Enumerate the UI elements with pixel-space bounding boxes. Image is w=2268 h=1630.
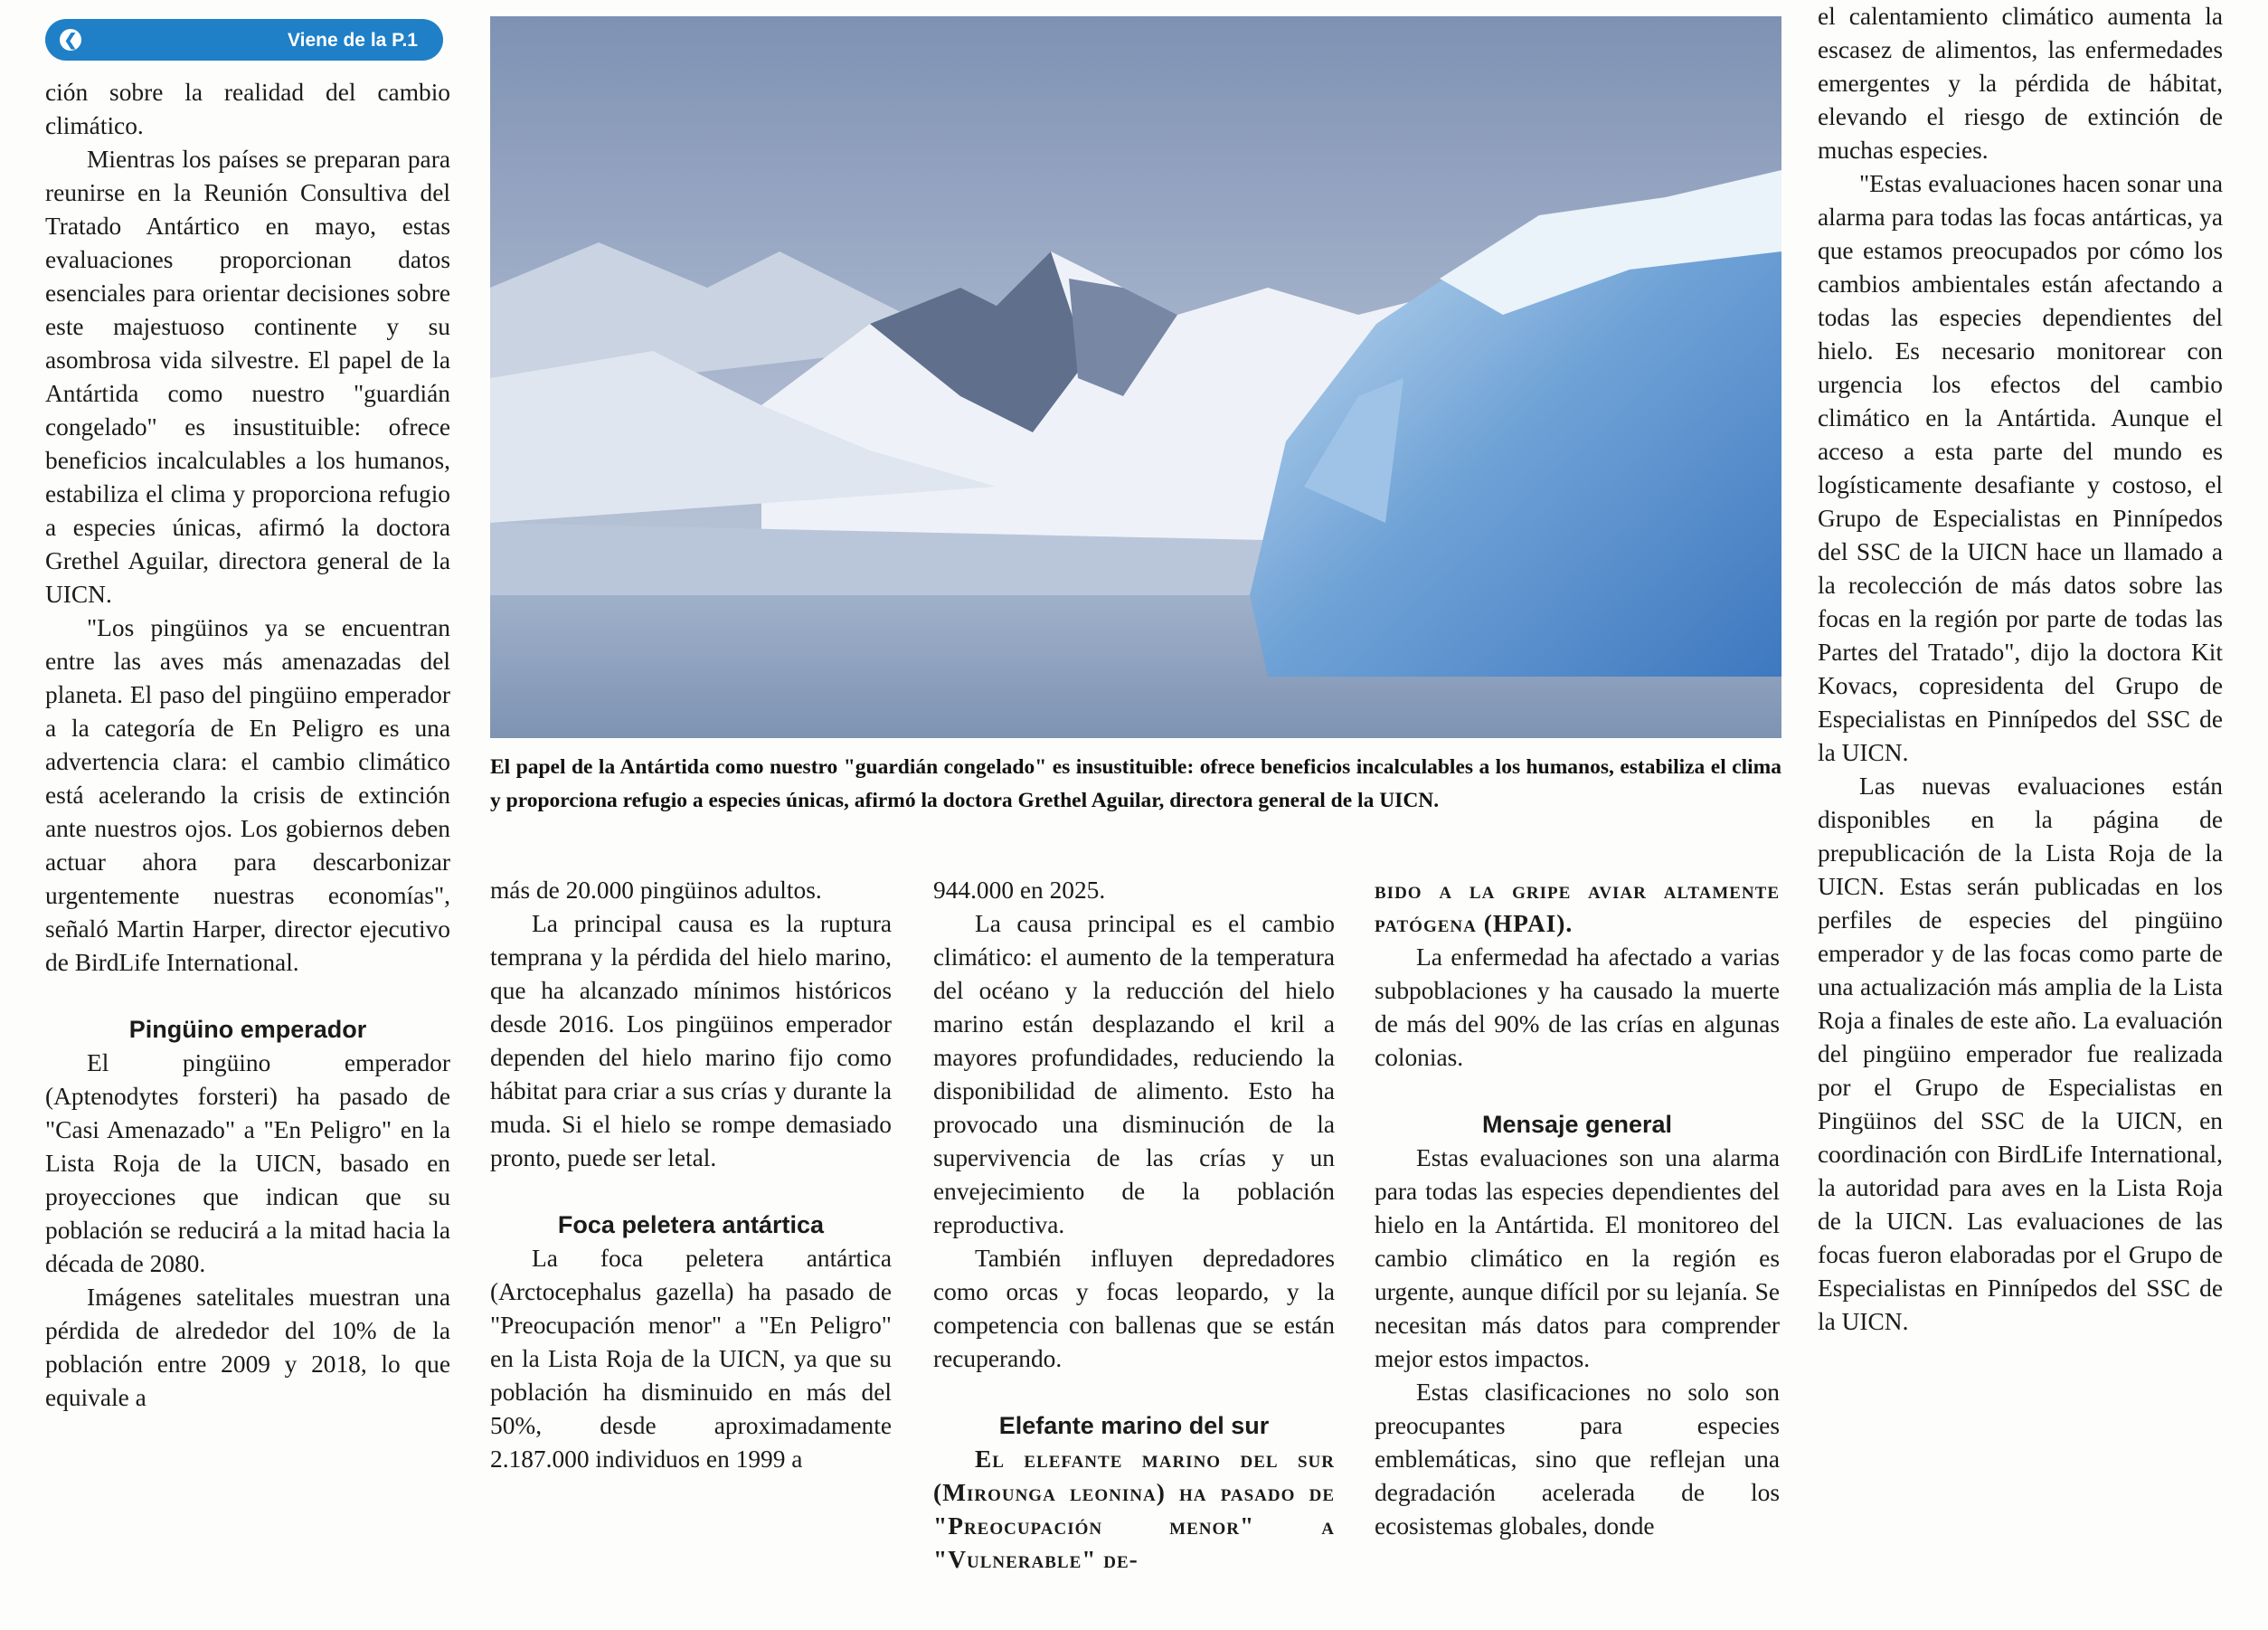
paragraph: ción sobre la realidad del cambio climático. xyxy=(45,79,450,139)
paragraph: Mientras los países se preparan para reunirse en la Reunión Consultiva del Tratado Antártico en mayo, estas evaluaciones proporcionan datos esenciales para orientar decisiones sobre este majestuoso continente y su asombrosa vida silvestre. El papel de la Antártida como nuestro "guardián congelado" es insustituible: ofrece beneficios incalculables a los humanos, estabiliza el clima y proporciona refugio a especies únicas, afirmó la doctora Grethel Aguilar, directora general de la UICN. xyxy=(45,146,450,608)
paragraph: Estas clasificaciones no solo son preocupantes para especies emblemáticas, sino que reflejan una degradación acelerada de los ecosistemas globales, donde xyxy=(1375,1379,1780,1540)
photo-caption: El papel de la Antártida como nuestro "guardián congelado" es insustituible: ofrece beneficios incalculables a los humanos, estabiliza el clima y proporciona refugio a especies únicas, afirmó la doctora Grethel Aguilar, directora general de la UICN. xyxy=(490,755,1781,812)
chevron-left-icon: ❮ xyxy=(60,29,81,51)
paragraph: La enfermedad ha afectado a varias subpoblaciones y ha causado la muerte de más del 90% de las crías en algunas colonias. xyxy=(1375,943,1780,1071)
paragraph: Estas evaluaciones son una alarma para todas las especies dependientes del hielo en la Antártida. El monitoreo del cambio climático en la región es urgente, aunque difícil por su lejanía. Se necesitan más datos para comprender mejor estos impactos. xyxy=(1375,1144,1780,1372)
article-column-3 xyxy=(933,874,1335,1630)
paragraph: La principal causa es la ruptura temprana y la pérdida del hielo marino, que ha alcanzado mínimos históricos desde 2016. Los pingüinos emperador dependen del hielo marino fijo como hábitat para criar a sus crías y durante la muda. Si el hielo se rompe demasiado pronto, puede ser letal. xyxy=(490,910,892,1171)
subheading-mensaje-general: Mensaje general xyxy=(1481,1111,1673,1138)
paragraph-lead: bido a la gripe aviar altamente patógena (HPAI). xyxy=(1375,877,1780,937)
subheading-elefante-marino: Elefante marino del sur xyxy=(998,1412,1270,1439)
paragraph: 944.000 en 2025. xyxy=(933,877,1106,904)
paragraph: el calentamiento climático aumenta la escasez de alimentos, las enfermedades emergentes y la pérdida de hábitat, elevando el riesgo de extinción de muchas especies. xyxy=(1818,3,2223,164)
article-column-4 xyxy=(1375,874,1780,1630)
paragraph: El pingüino emperador (Aptenodytes forsteri) ha pasado de "Casi Amenazado" a "En Peligro" en la Lista Roja de la UICN, basado en proyecciones que indican que su población se reducirá a la mitad hacia la década de 2080. xyxy=(45,1049,450,1277)
paragraph: La foca peletera antártica (Arctocephalus gazella) ha pasado de "Preocupación menor" a "En Peligro" en la Lista Roja de la UICN, ya que su población ha disminuido en más del 50%, desde aproximadamente 2.187.000 individuos en 1999 a xyxy=(490,1245,892,1473)
continued-from-page-link[interactable] xyxy=(45,19,443,61)
continued-from-label: Viene de la P.1 xyxy=(288,29,418,51)
article-column-2 xyxy=(490,874,892,1630)
paragraph: Imágenes satelitales muestran una pérdida de alrededor del 10% de la población entre 2009 y 2018, lo que equivale a xyxy=(45,1284,450,1411)
article-column-5 xyxy=(1818,0,2223,1630)
paragraph: También influyen depredadores como orcas y focas leopardo, y la competencia con ballenas que se están recuperando. xyxy=(933,1245,1335,1372)
article-column-1 xyxy=(45,0,450,1630)
subheading-foca-peletera: Foca peletera antártica xyxy=(557,1211,825,1238)
paragraph: "Los pingüinos ya se encuentran entre las aves más amenazadas del planeta. El paso del pingüino emperador a la categoría de En Peligro es una advertencia clara: el cambio climático está acelerando la crisis de extinción ante nuestros ojos. Los gobiernos deben actuar ahora para descarbonizar urgentemente nuestras economías", señaló Martin Harper, director ejecutivo de BirdLife International. xyxy=(45,614,450,976)
subheading-pinguino-emperador: Pingüino emperador xyxy=(128,1016,367,1043)
paragraph: más de 20.000 pingüinos adultos. xyxy=(490,877,822,904)
paragraph: La causa principal es el cambio climático: el aumento de la temperatura del océano y la reducción del hielo marino están desplazando el kril a mayores profundidades, reduciendo la disponibilidad de alimento. Esto ha provocado una disminución de la supervivencia de las crías y un envejecimiento de la población reproductiva. xyxy=(933,910,1335,1238)
paragraph-lead: El elefante marino del sur (Mirounga leonina) ha pasado de "Preocupación menor" a "Vulnerable" de- xyxy=(933,1445,1335,1573)
paragraph: "Estas evaluaciones hacen sonar una alarma para todas las focas antárticas, ya que estamos preocupados por cómo los cambios ambientales están afectando a todas las especies dependientes del hielo. Es necesario monitorear con urgencia los efectos del cambio climático en la Antártida. Aunque el acceso a esta parte del mundo es logísticamente desafiante y costoso, el Grupo de Especialistas en Pinnípedos del SSC de la UICN hace un llamado a la recolección de más datos sobre las focas en la región por parte de todas las Partes del Tratado", dijo la doctora Kit Kovacs, copresidenta del Grupo de Especialistas en Pinnípedos del SSC de la UICN. xyxy=(1818,170,2223,766)
antarctica-photo xyxy=(490,16,1781,738)
paragraph: Las nuevas evaluaciones están disponibles en la página de prepublicación de la Lista Roja de la UICN. Estas serán publicadas en los perfiles de especies del pingüino emperador y de las focas como parte de una actualización más amplia de la Lista Roja a finales de este año. La evaluación del pingüino emperador fue realizada por el Grupo de Especialistas en Pingüinos del SSC de la UICN, en coordinación con BirdLife International, la autoridad para aves en la Lista Roja de la UICN. Las evaluaciones de las focas fueron elaboradas por el Grupo de Especialistas en Pinnípedos del SSC de la UICN. xyxy=(1818,772,2223,1335)
